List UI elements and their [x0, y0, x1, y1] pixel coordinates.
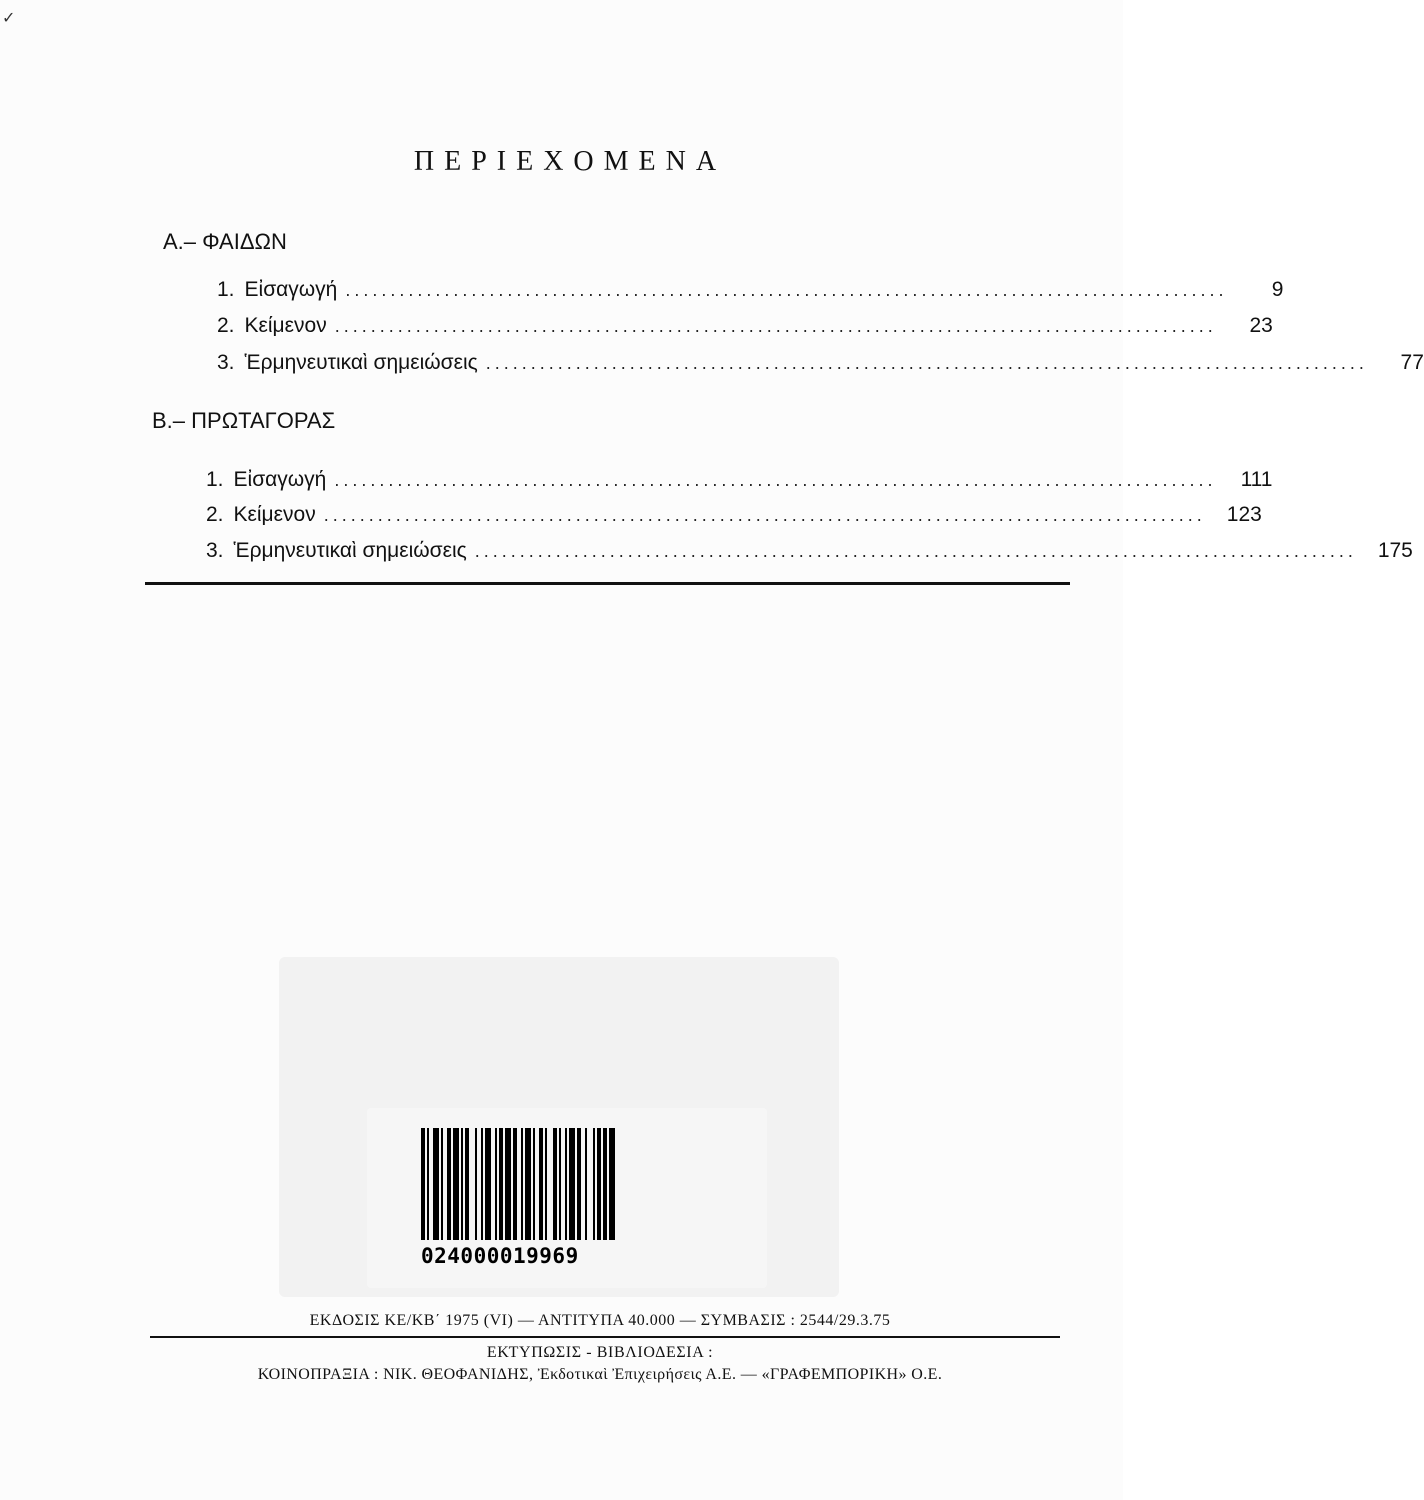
- toc-item-page: 77: [1400, 351, 1424, 374]
- toc-item-label: Κείμενον: [233, 503, 316, 526]
- toc-item-number: 1.: [217, 278, 235, 301]
- barcode-bar: [481, 1128, 483, 1240]
- barcode-bar: [513, 1128, 517, 1240]
- toc-item-label: Ἑρμηνευτικαὶ σημειώσεις: [233, 539, 467, 562]
- toc-item-label: Εἰσαγωγή: [233, 468, 327, 491]
- toc-item-page: 175: [1377, 539, 1413, 562]
- section-heading-protagoras: Β.– ΠΡΩΤΑΓΟΡΑΣ: [152, 408, 336, 433]
- barcode-bar: [505, 1128, 511, 1240]
- dot-leader: ..................................................................................................: [345, 280, 1228, 300]
- barcode-number: 024000019969: [421, 1244, 579, 1268]
- barcode-bar: [603, 1128, 607, 1240]
- barcode-bar: [559, 1128, 561, 1240]
- toc-item-number: 3.: [206, 539, 224, 562]
- barcode-bar: [539, 1128, 543, 1240]
- toc-item-page: 123: [1226, 503, 1262, 526]
- toc-item-page: 111: [1240, 468, 1273, 491]
- barcode-bar: [485, 1128, 491, 1240]
- barcode-bar: [577, 1128, 581, 1240]
- toc-item-page: 9: [1271, 278, 1284, 301]
- toc-row[interactable]: [206, 539, 1413, 563]
- barcode-bar: [565, 1128, 567, 1240]
- toc-divider: [145, 582, 1070, 585]
- barcode-bar: [447, 1128, 451, 1240]
- toc-row[interactable]: [206, 503, 1262, 527]
- toc-row[interactable]: [217, 278, 1284, 302]
- barcode-bar: [441, 1128, 443, 1240]
- barcode-bar: [465, 1128, 469, 1240]
- barcode-bar: [521, 1128, 523, 1240]
- dot-leader: ..................................................................................................: [485, 353, 1368, 373]
- toc-item-number: 2.: [206, 503, 224, 526]
- toc-item-label: Κείμενον: [244, 314, 327, 337]
- toc-row[interactable]: [217, 314, 1273, 338]
- barcode-bar: [421, 1128, 425, 1240]
- toc-item-number: 1.: [206, 468, 224, 491]
- barcode-bar: [553, 1128, 557, 1240]
- toc-item-label: Ἑρμηνευτικαὶ σημειώσεις: [244, 351, 478, 374]
- toc-item-page: 23: [1249, 314, 1273, 337]
- barcode-bar: [461, 1128, 463, 1240]
- toc-item-number: 2.: [217, 314, 235, 337]
- barcode-bar: [585, 1128, 587, 1240]
- edition-line: ΕΚΔΟΣΙΣ ΚΕ/ΚΒ΄ 1975 (VI) — ΑΝΤΙΤΥΠΑ 40.000 — ΣΥΜΒΑΣΙΣ : 2544/29.3.75: [309, 1312, 891, 1329]
- barcode-bar: [499, 1128, 503, 1240]
- barcode-bar: [597, 1128, 601, 1240]
- barcode-bar: [427, 1128, 429, 1240]
- barcode-bar: [545, 1128, 547, 1240]
- dot-leader: ..................................................................................................: [334, 470, 1217, 490]
- barcode-bar: [593, 1128, 595, 1240]
- barcode-bar: [569, 1128, 575, 1240]
- toc-item-label: Εἰσαγωγή: [244, 278, 338, 301]
- barcode-bar: [525, 1128, 531, 1240]
- dot-leader: ..................................................................................................: [334, 316, 1217, 336]
- toc-row[interactable]: [217, 351, 1424, 375]
- dot-leader: ..................................................................................................: [474, 541, 1357, 561]
- barcode-bar: [475, 1128, 477, 1240]
- toc-row[interactable]: [206, 468, 1273, 492]
- toc-item-number: 3.: [217, 351, 235, 374]
- barcode-bar: [533, 1128, 535, 1240]
- consortium-line: ΚΟΙΝΟΠΡΑΞΙΑ : ΝΙΚ. ΘΕΟΦΑΝΙΔΗΣ, Ἐκδοτικαὶ Ἐπιχειρήσεις Α.Ε. — «ΓΡΑΦΕΜΠΟΡΙΚΗ» Ο.Ε.: [257, 1366, 943, 1383]
- barcode-image: [421, 1128, 701, 1240]
- imprint-divider: [150, 1336, 1060, 1338]
- barcode-bar: [609, 1128, 615, 1240]
- corner-check-mark: ✓: [2, 8, 16, 27]
- section-heading-phaedo: Α.– ΦΑΙΔΩΝ: [163, 229, 287, 254]
- printing-line: ΕΚΤΥΠΩΣΙΣ - ΒΙΒΛΙΟΔΕΣΙΑ :: [486, 1344, 714, 1361]
- barcode-bar: [453, 1128, 459, 1240]
- toc-title: ΠΕΡΙΕΧΟΜΕΝΑ: [413, 146, 727, 177]
- dot-leader: ..................................................................................................: [323, 505, 1206, 525]
- barcode-bar: [495, 1128, 497, 1240]
- barcode-bar: [433, 1128, 439, 1240]
